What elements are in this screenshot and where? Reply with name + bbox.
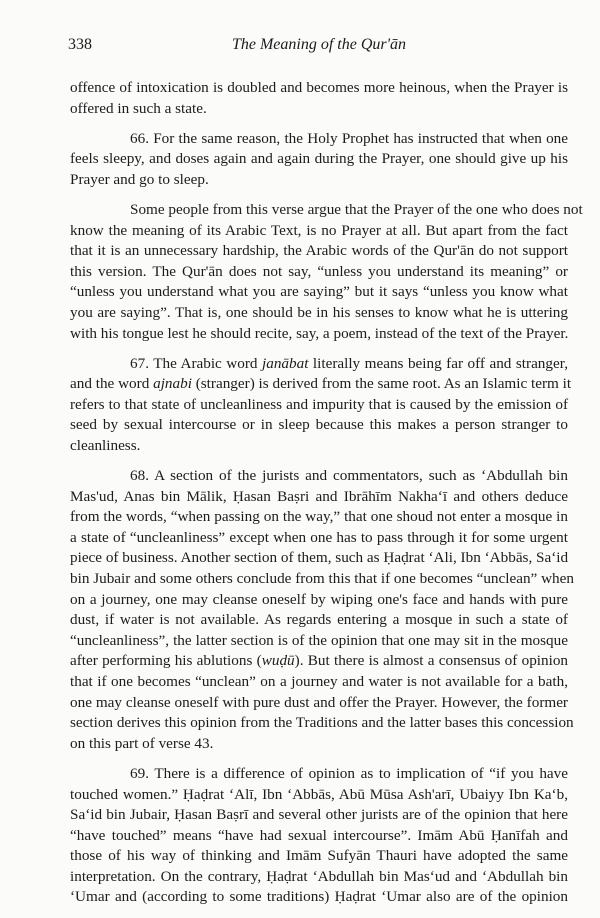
text-line: cleanliness. — [70, 437, 141, 454]
text-line: this version. The Qur'ān does not say, “unless you understand its meaning” or — [70, 262, 568, 280]
text-line: touched women.” Ḥaḍrat ‘Alī, Ibn ‘Abbās, Abū Mūsa Ash'arī, Ubaiyy Ibn Ka‘b, — [70, 785, 568, 803]
text-line: section derives this opinion from the Traditions and the latter bases this concession — [70, 714, 574, 732]
paragraph — [70, 354, 572, 457]
text-line: on a journey, one may cleanse oneself by wiping one's face and hands with pure — [70, 590, 568, 608]
text-line: offence of intoxication is doubled and becomes more heinous, when the Prayer is — [70, 79, 568, 96]
text-line: that it is an unnecessary hardship, the Arabic words of the Qur'ān do not support — [70, 242, 568, 260]
text-line: “uncleanliness”, the latter section is of the opinion that one may sit in the mosque — [70, 631, 568, 649]
text-line: interpretation. On the contrary, Ḥaḍrat ‘Abdullah bin Mas‘ud and ‘Abdullah bin — [70, 867, 568, 885]
text-line: one may cleanse oneself with pure dust and offer the Prayer. However, the former — [70, 693, 568, 711]
text-line: with his tongue lest he should recite, say, a poem, instead of the text of the Prayer. — [70, 324, 569, 342]
text-line: 69. There is a difference of opinion as to implication of “if you have — [130, 764, 568, 782]
paragraph — [70, 764, 568, 908]
text-line: dust, if water is not available. As regards entering a mosque in such a state of — [70, 611, 568, 629]
running-title: The Meaning of the Qur'ān — [231, 36, 407, 53]
paragraph — [70, 78, 568, 119]
page-number: 338 — [68, 36, 92, 53]
text-line: a state of “uncleanliness” except when one has to pass through it for some urgent — [70, 528, 568, 546]
text-line: that if one becomes “unclean” on a journey and water is not available for a bath, — [70, 673, 568, 691]
text-line: “unless you understand what you are saying” but it says “unless you know what — [70, 283, 568, 301]
text-line: Some people from this verse argue that the Prayer of the one who does not — [130, 200, 583, 218]
text-line: refers to that state of uncleanliness and impurity that is caused by the emission of — [70, 395, 568, 413]
text-line: on this part of verse 43. — [70, 734, 214, 752]
text-line: 66. For the same reason, the Holy Prophet has instructed that when one — [130, 129, 568, 147]
text-line: after performing his ablutions (wuḍū). But there is almost a consensus of opinion — [70, 652, 569, 670]
text-line: offered in such a state. — [70, 99, 207, 117]
paragraph — [70, 200, 583, 344]
text-line: from the words, “when passing on the way,” that one shoud not enter a mosque in — [70, 508, 568, 526]
text-line: you are saying”. That is, one should be in his senses to know what he is uttering — [70, 303, 568, 321]
text-line: Prayer and go to sleep. — [70, 170, 209, 188]
text-line: “have touched” means “have had sexual intercourse”. Imām Abū Ḥanīfah and — [70, 826, 568, 844]
text-line: piece of business. Another section of them, such as Ḥaḍrat ‘Ali, Ibn ‘Abbās, Sa‘id — [70, 549, 569, 567]
paragraph — [70, 129, 568, 191]
text-line: Sa‘id bin Jubair, Ḥasan Baṣrī and several other jurists are of the opinion that here — [70, 806, 568, 824]
text-line: and the word ajnabi (stranger) is derived from the same root. As an Islamic term it — [70, 375, 572, 393]
text-line: 68. A section of the jurists and commentators, such as ‘Abdullah bin — [130, 467, 568, 485]
text-line: 67. The Arabic word janābat literally means being far off and stranger, — [130, 354, 568, 372]
text-line: bin Jubair and some others conclude from this that if one becomes “unclean” when — [70, 570, 574, 588]
text-line: Mas'ud, Anas bin Mālik, Ḥasan Baṣri and Ibrāhīm Nakha‘ī and others deduce — [70, 487, 568, 505]
text-line: ‘Umar and (according to some traditions) Ḥaḍrat ‘Umar also are of the opinion — [70, 888, 568, 906]
paragraph — [70, 466, 574, 754]
text-line: seed by sexual intercourse or in sleep because this makes a person stranger to — [70, 416, 568, 434]
text-line: know the meaning of its Arabic Text, is no Prayer at all. But apart from the fact — [70, 221, 568, 239]
page-header — [70, 36, 568, 58]
text-line: feels sleepy, and doses again and again during the Prayer, one should give up his — [70, 150, 568, 168]
page-body — [70, 78, 583, 918]
text-line: those of his way of thinking and Imām Sufyān Thauri have adopted the same — [70, 847, 568, 865]
